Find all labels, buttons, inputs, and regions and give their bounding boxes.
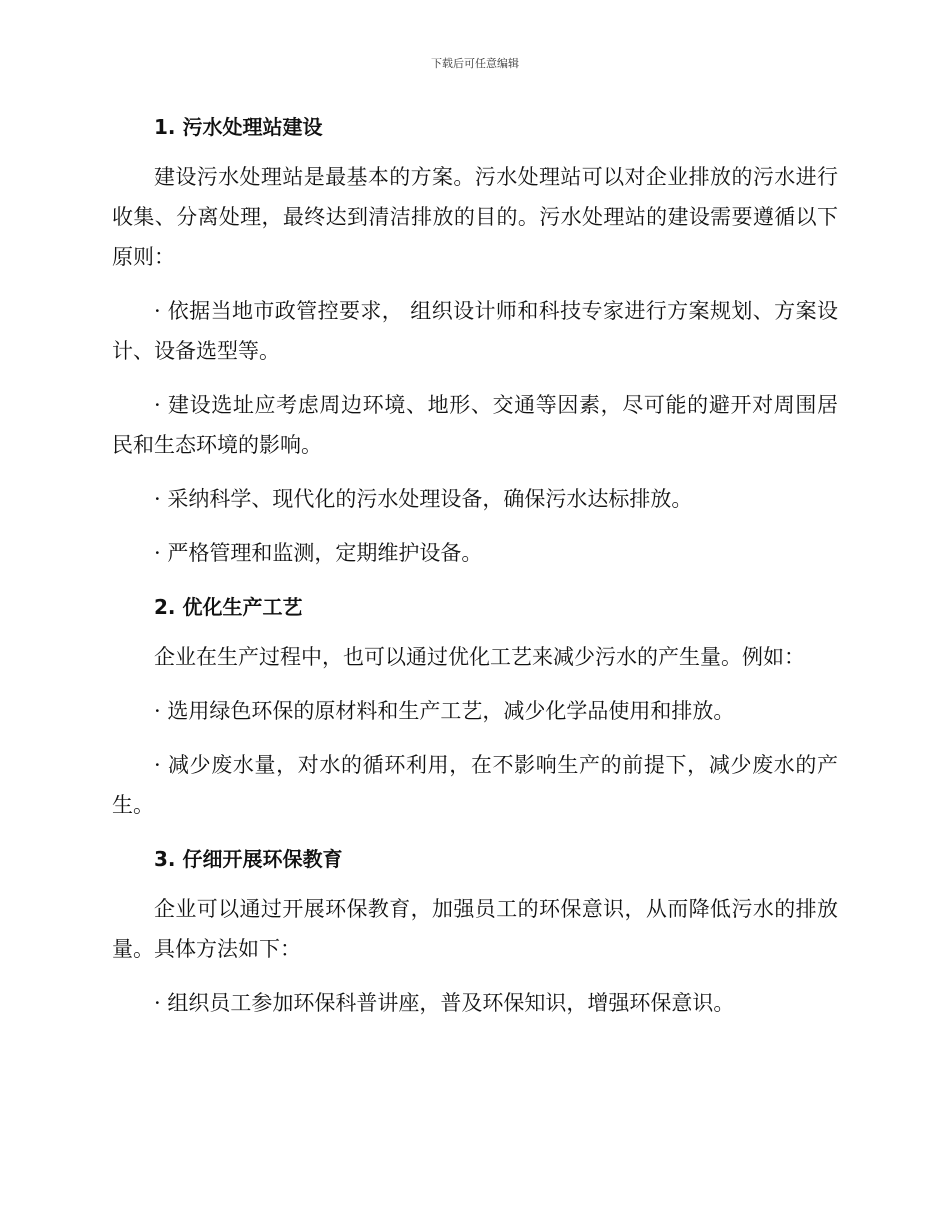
bullet-paragraph: · 严格管理和监测，定期维护设备。 xyxy=(154,541,483,565)
paragraph: 企业可以通过开展环保教育，加强员工的环保意识，从而降低污水的排放量。具体方法如下： xyxy=(112,897,838,961)
paragraph: 企业在生产过程中，也可以通过优化工艺来减少污水的产生量。例如： xyxy=(154,645,805,669)
bullet-paragraph: · 组织员工参加环保科普讲座，普及环保知识，增强环保意识。 xyxy=(154,991,735,1015)
bullet-paragraph: · 采纳科学、现代化的污水处理设备，确保污水达标排放。 xyxy=(154,487,693,511)
section-heading: 1. 污水处理站建设 xyxy=(154,115,323,139)
page-header: 下载后可任意编辑 xyxy=(431,57,519,70)
paragraph: 建设污水处理站是最基本的方案。污水处理站可以对企业排放的污水进行收集、分离处理，最终达到清洁排放的目的。污水处理站的建设需要遵循以下原则： xyxy=(112,165,838,269)
section-heading: 2. 优化生产工艺 xyxy=(154,595,303,619)
bullet-paragraph: · 减少废水量，对水的循环利用，在不影响生产的前提下，减少废水的产生。 xyxy=(112,753,838,817)
bullet-paragraph: · 依据当地市政管控要求， 组织设计师和科技专家进行方案规划、方案设计、设备选型等。 xyxy=(112,299,838,363)
bullet-paragraph: · 建设选址应考虑周边环境、地形、交通等因素，尽可能的避开对周围居民和生态环境的影响。 xyxy=(112,393,838,457)
section-heading: 3. 仔细开展环保教育 xyxy=(154,847,343,871)
document-body xyxy=(112,107,838,1037)
bullet-paragraph: · 选用绿色环保的原材料和生产工艺，减少化学品使用和排放。 xyxy=(154,699,735,723)
